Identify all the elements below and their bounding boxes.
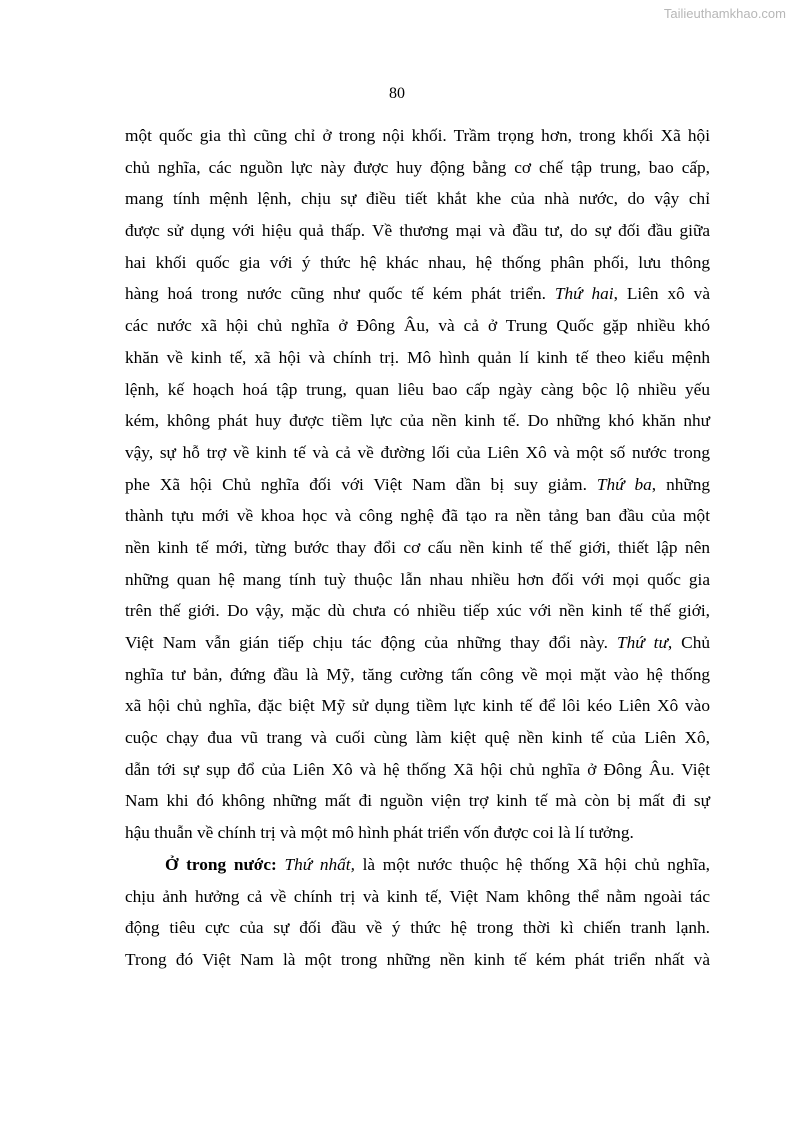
text-line: dẫn tới sự sụp đổ của Liên Xô và hệ thống Xã hội chủ nghĩa ở Đông Âu. Việt [125, 759, 710, 779]
text-span: là một nước thuộc hệ thống Xã hội chủ nghĩa, [354, 854, 710, 874]
text-line: động tiêu cực của sự đối đầu về ý thức hệ trong thời kì chiến tranh lạnh. [125, 918, 710, 938]
text-span: , Liên xô và [613, 284, 710, 304]
watermark: Tailieuthamkhao.com [663, 6, 786, 21]
text-span: hàng hoá trong nước cũng như quốc tế kém phát triển. [125, 284, 555, 304]
text-line: lệnh, kế hoạch hoá tập trung, quan liêu bao cấp ngày càng bộc lộ nhiều yếu [125, 379, 710, 399]
italic-term: Thứ ba [596, 474, 652, 494]
text-line: cuộc chạy đua vũ trang và cuối cùng làm kiệt quệ nền kinh tế của Liên Xô, [125, 728, 710, 748]
text-line: hai khối quốc gia với ý thức hệ khác nhau, hệ thống phân phối, lưu thông [125, 252, 710, 272]
text-line: trên thế giới. Do vậy, mặc dù chưa có nhiều tiếp xúc với nền kinh tế thế giới, [125, 601, 710, 621]
text-line: hậu thuẫn về chính trị và một mô hình phát triển vốn được coi là lí tưởng. [125, 823, 634, 843]
italic-term: Thứ tư [616, 633, 668, 652]
text-line: được sử dụng với hiệu quả thấp. Về thương mại và đầu tư, do sự đối đầu giữa [125, 221, 710, 241]
text-span: phe Xã hội Chủ nghĩa đối với Việt Nam dần bị suy giảm. [125, 474, 597, 494]
text-line: chủ nghĩa, các nguồn lực này được huy động bằng cơ chế tập trung, bao cấp, [125, 157, 710, 177]
text-line: chịu ảnh hưởng cả về chính trị và kinh tế, Việt Nam không thể nằm ngoài tác [125, 886, 710, 906]
text-line: các nước xã hội chủ nghĩa ở Đông Âu, và cả ở Trung Quốc gặp nhiều khó [125, 316, 710, 336]
text-line [125, 469, 710, 501]
text-span: , Chủ [667, 633, 710, 652]
text-line [125, 278, 710, 310]
text-line: mang tính mệnh lệnh, chịu sự điều tiết khắt khe của nhà nước, do vậy chỉ [125, 189, 710, 209]
text-line [125, 849, 710, 881]
body-text [125, 120, 710, 976]
text-line: khăn về kinh tế, xã hội và chính trị. Mô hình quản lí kinh tế theo kiểu mệnh [125, 347, 710, 367]
text-line: thành tựu mới về khoa học và công nghệ đã tạo ra nền tảng ban đầu của một [125, 506, 710, 526]
text-line [125, 627, 710, 659]
page-number: 80 [389, 85, 405, 102]
text-line: nghĩa tư bản, đứng đầu là Mỹ, tăng cường tấn công về mọi mặt vào hệ thống [125, 664, 710, 684]
text-span: , những [651, 474, 711, 494]
text-line: nền kinh tế mới, từng bước thay đổi cơ cấu nền kinh tế thế giới, thiết lập nên [125, 537, 710, 557]
text-line: những quan hệ mang tính tuỳ thuộc lẫn nhau nhiều hơn đối với mọi quốc gia [125, 569, 710, 589]
italic-term: Thứ nhất, [284, 854, 355, 874]
text-line: Trong đó Việt Nam là một trong những nền kinh tế kém phát triển nhất và [125, 949, 710, 969]
text-span: Việt Nam vẫn gián tiếp chịu tác động của những thay đổi này. [125, 633, 617, 652]
text-line: một quốc gia thì cũng chỉ ở trong nội khối. Trầm trọng hơn, trong khối Xã hội [125, 126, 710, 145]
text-line: Nam khi đó không những mất đi nguồn viện trợ kinh tế mà còn bị mất đi sự [125, 791, 710, 811]
text-line: xã hội chủ nghĩa, đặc biệt Mỹ sử dụng tiềm lực kinh tế để lôi kéo Liên Xô vào [125, 696, 710, 716]
italic-term: Thứ hai [554, 284, 614, 304]
text-line: vậy, sự hỗ trợ về kinh tế và cả về đường lối của Liên Xô và một số nước trong [125, 442, 710, 462]
section-heading: Ở trong nước: [165, 854, 277, 874]
text-line: kém, không phát huy được tiềm lực của nền kinh tế. Do những khó khăn như [125, 411, 710, 431]
